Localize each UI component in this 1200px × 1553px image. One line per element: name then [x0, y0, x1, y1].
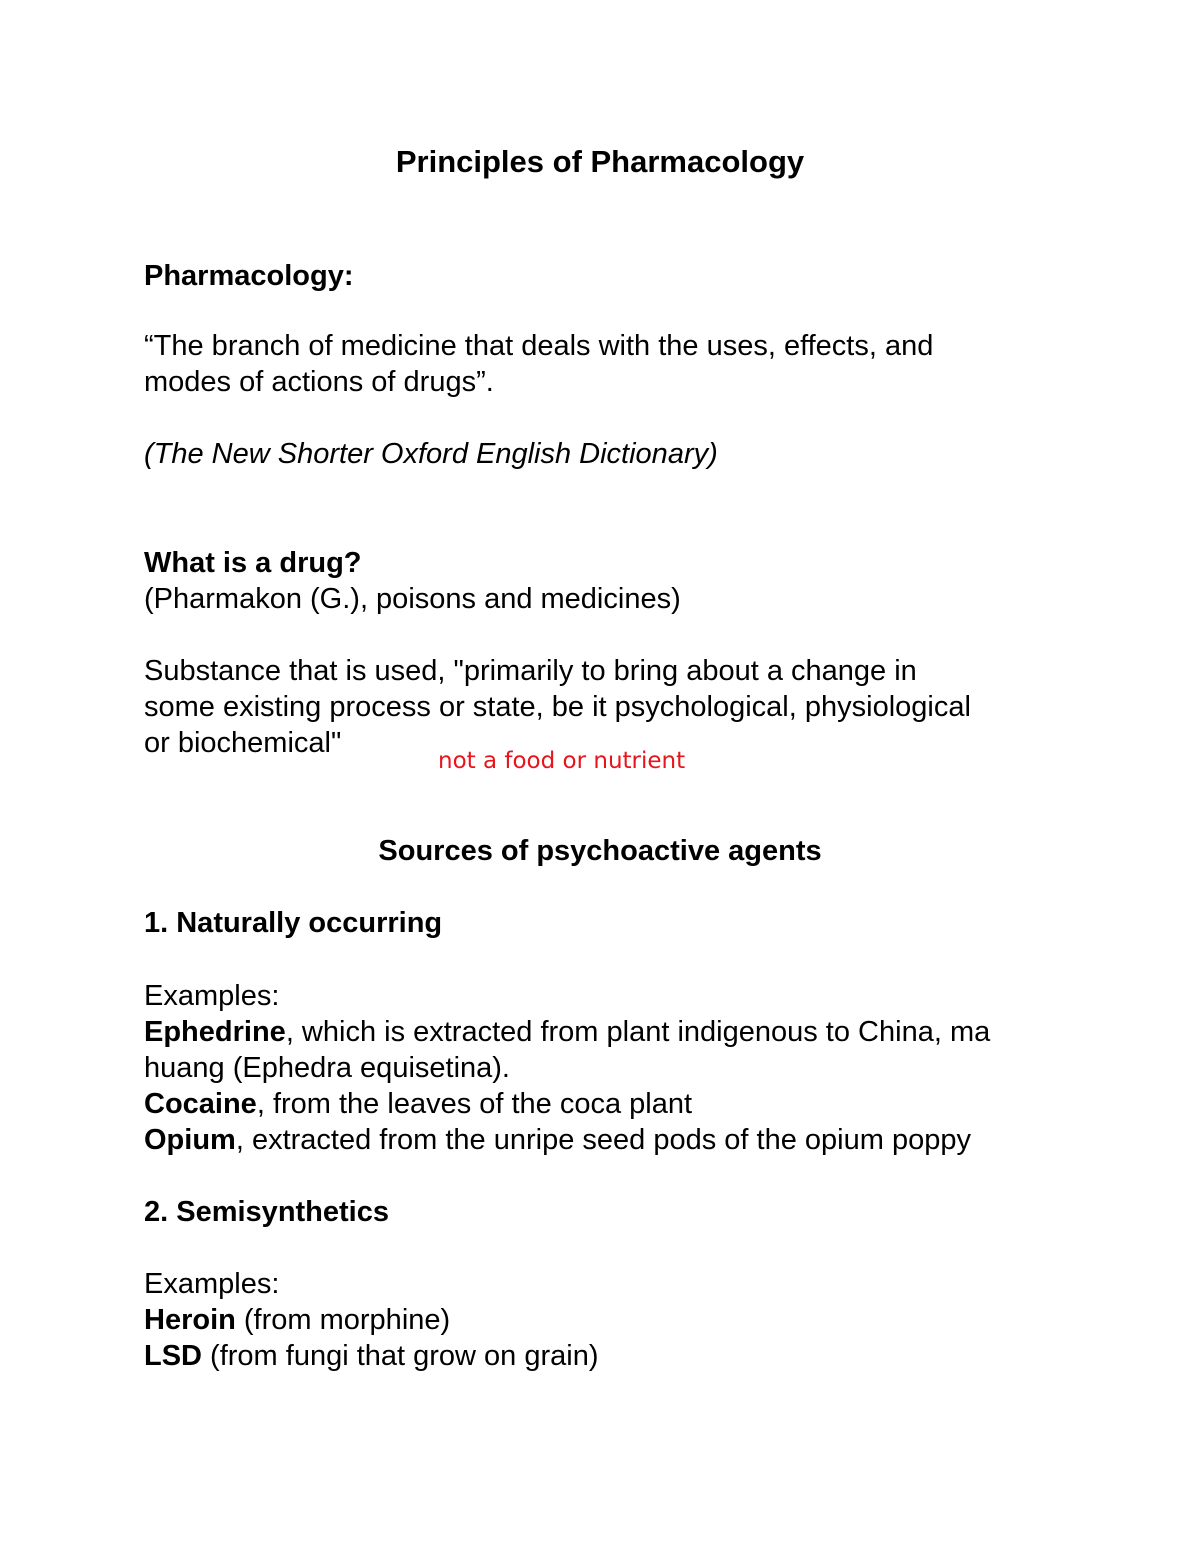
drug-definition-line-2: some existing process or state, be it psychological, physiological [144, 691, 971, 723]
dictionary-citation: (The New Shorter Oxford English Dictionary) [144, 438, 718, 470]
example-description: (from fungi that grow on grain) [202, 1340, 599, 1372]
example-lsd [144, 1338, 599, 1374]
semisynthetic-examples-label: Examples: [144, 1268, 280, 1300]
example-name: Cocaine [144, 1088, 257, 1120]
example-name: LSD [144, 1340, 202, 1372]
example-description: , extracted from the unripe seed pods of the opium poppy [235, 1124, 971, 1156]
page-title: Principles of Pharmacology [395, 144, 805, 179]
drug-etymology: (Pharmakon (G.), poisons and medicines) [144, 583, 681, 615]
pharmacology-definition-line-1: “The branch of medicine that deals with the uses, effects, and [144, 330, 934, 362]
example-cocaine [144, 1086, 692, 1122]
drug-definition-line-1: Substance that is used, "primarily to bring about a change in [144, 655, 917, 687]
natural-examples-label: Examples: [144, 980, 280, 1012]
example-description: , from the leaves of the coca plant [256, 1088, 693, 1120]
naturally-occurring-heading: 1. Naturally occurring [144, 907, 443, 939]
example-description: , which is extracted from plant indigenous to China, ma [285, 1016, 991, 1048]
sources-heading: Sources of psychoactive agents [378, 835, 822, 867]
example-name: Ephedrine [144, 1016, 286, 1048]
drug-heading: What is a drug? [144, 547, 362, 579]
drug-definition-line-3: or biochemical" [144, 727, 342, 759]
pharmacology-definition-line-2: modes of actions of drugs”. [144, 366, 494, 398]
pharmacology-heading: Pharmacology: [144, 260, 354, 292]
example-opium [144, 1122, 971, 1158]
example-heroin [144, 1302, 450, 1338]
example-description: (from morphine) [235, 1304, 451, 1336]
example-ephedrine [144, 1014, 990, 1050]
example-name: Opium [144, 1124, 236, 1156]
semisynthetics-heading: 2. Semisynthetics [144, 1196, 389, 1228]
handwritten-note: not a food or nutrient [438, 748, 686, 774]
example-ephedrine-continuation: huang (Ephedra equisetina). [144, 1052, 510, 1084]
example-name: Heroin [144, 1304, 236, 1336]
